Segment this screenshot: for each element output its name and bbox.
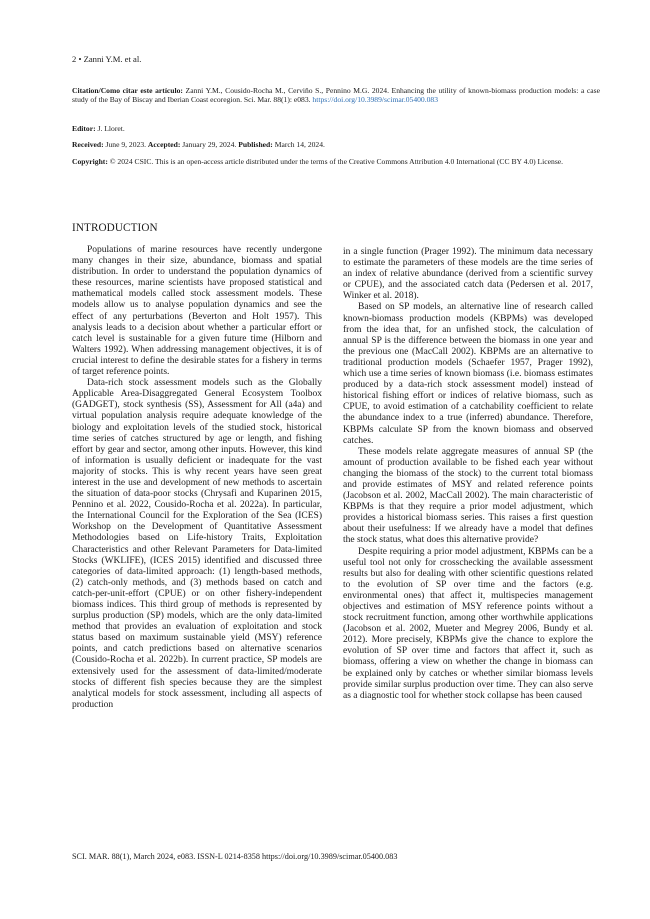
paragraph: Populations of marine resources have recently undergone many changes in their size, abundance, biomass and spatial distribution. In order to understand the population dynamics of these resources, marine scientists have proposed statistical and mathematical models called stock assessment models. These models allow us to analyse population dynamics and see the effect of any perturbations (Beverton and Holt 1957). This analysis leads to a decision about whether a particular effort or catch level is sustainable for a given future time (Hilborn and Walters 1992). When addressing management objectives, it is of crucial interest to define the desirable states for a fishery in terms of target reference points.	[72, 245, 322, 378]
accepted-date: January 29, 2024.	[180, 140, 239, 149]
copyright-block	[72, 157, 600, 166]
editor-name: J. Lloret.	[95, 124, 125, 133]
copyright-text: © 2024 CSIC. This is an open-access article distributed under the terms of the Creative Commons Attribution 4.0 International (CC BY 4.0) License.	[107, 157, 564, 166]
citation-label: Citation/Como citar este artículo:	[72, 86, 183, 95]
paragraph: Based on SP models, an alternative line of research called known-biomass production models (KBPMs) was developed from the idea that, for an unfished stock, the calculation of annual SP is the difference between the biomass in one year and the previous one (MacCall 2002). KBPMs are an alternative to traditional production models (Schaefer 1957, Prager 1992), which use a time series of known biomass (i.e. biomass estimates produced by a data-rich stock assessment model) instead of historical fishing effort or indices of relative biomass, such as CPUE, to avoid estimation of a catchability coefficient to relate the abundance index to a true (inferred) abundance. Therefore, KBPMs calculate SP from the known biomass and observed catches.	[343, 302, 593, 446]
copyright-label: Copyright:	[72, 157, 108, 166]
editor-line	[72, 124, 600, 133]
paragraph: Data-rich stock assessment models such as the Globally Applicable Area-Disaggregated General Ecosystem Toolbox (GADGET), stock synthesis (SS), Assessment for All (a4a) and virtual population analysis require adequate knowledge of the biology and exploitation levels of the studied stock, historical time series of catches structured by age or length, and fishing effort by gear and sector, among other inputs. However, this kind of information is usually deficient or inadequate for the vast majority of stocks. This is why recent years have seen great interest in the use and development of new methods to ascertain the situation of data-poor stocks (Chrysafi and Kuparinen 2015, Pennino et al. 2022, Cousido-Rocha et al. 2022a). In particular, the International Council for the Exploration of the Sea (ICES) Workshop on the Development of Quantitative Assessment Methodologies based on Life-history Traits, Exploitation Characteristics and other Relevant Parameters for Data-limited Stocks (WKLIFE), (ICES 2015) identified and discussed three categories of data-limited approach: (1) length-based methods, (2) catch-only methods, and (3) methods based on catch and catch-per-unit-effort (CPUE) or on other fishery-independent biomass indices. This third group of methods is represented by surplus production (SP) models, which are the only data-limited method that provides an evaluation of exploitation and stock status based on maximum sustainable yield (MSY) reference points, and catch predictions based on alternative scenarios (Cousido-Rocha et al. 2022b). In current practice, SP models are extensively used for the assessment of data-limited/moderate stocks of different fish species because they are the simplest analytical models for stock assessment, including all aspects of production	[72, 378, 322, 710]
section-title: INTRODUCTION	[72, 222, 158, 234]
page-footer: SCI. MAR. 88(1), March 2024, e083. ISSN-L 0214-8358 https://doi.org/10.3989/scimar.05400.083	[72, 852, 398, 861]
received-label: Received:	[72, 140, 104, 149]
editor-label: Editor:	[72, 124, 96, 133]
citation-text: Zanni Y.M., Cousido-Rocha M., Cerviño S., Pennino M.G. 2024. Enhancing the utility of known-biomass production models: a case study of the Bay of Biscay and Iberian Coast ecoregion. Sci. Mar. 88(1): e083.	[72, 86, 600, 105]
received-date: June 9, 2023.	[103, 140, 148, 149]
published-date: March 14, 2024.	[272, 140, 325, 149]
citation-block	[72, 86, 600, 105]
left-column	[72, 245, 322, 820]
paragraph: Despite requiring a prior model adjustment, KBPMs can be a useful tool not only for crosschecking the available assessment results but also for dealing with other scientific questions related to the evolution of SP over time and the factors (e.g. environmental ones) that affect it, multispecies management objectives and estimation of MSY reference points without a stock recruitment function, among other worthwhile applications (Jacobson et al. 2002, Mueter and Megrey 2006, Bundy et al. 2012). More precisely, KBPMs give the chance to explore the evolution of SP over time and factors that affect it, such as biomass, offering a view on whether the change in biomass can be explained only by catches or whether similar biomass levels provide similar surplus production over time. They can also serve as a diagnostic tool for whether stock collapse has been caused	[343, 546, 593, 701]
running-head: 2 • Zanni Y.M. et al.	[72, 54, 142, 64]
accepted-label: Accepted:	[147, 140, 181, 149]
paragraph: in a single function (Prager 1992). The minimum data necessary to estimate the parameters of these models are the time series of an index of relative abundance (derived from a scientific survey or CPUE), and the associated catch data (Pedersen et al. 2017, Winker et al. 2018).	[343, 247, 593, 302]
paragraph: These models relate aggregate measures of annual SP (the amount of production available to be fished each year without changing the biomass of the stock) to the current total biomass and provide estimates of MSY and related reference points (Jacobson et al. 2002, MacCall 2002). The main characteristic of KBPMs is that they require a prior model adjustment, which provides a historical biomass series. This raises a first question about their usefulness: If we already have a model that defines the stock status, what does this alternative provide?	[343, 446, 593, 546]
dates-line	[72, 140, 600, 149]
published-label: Published:	[238, 140, 273, 149]
citation-doi-link[interactable]: https://doi.org/10.3989/scimar.05400.083	[312, 95, 439, 105]
right-column	[343, 247, 593, 819]
